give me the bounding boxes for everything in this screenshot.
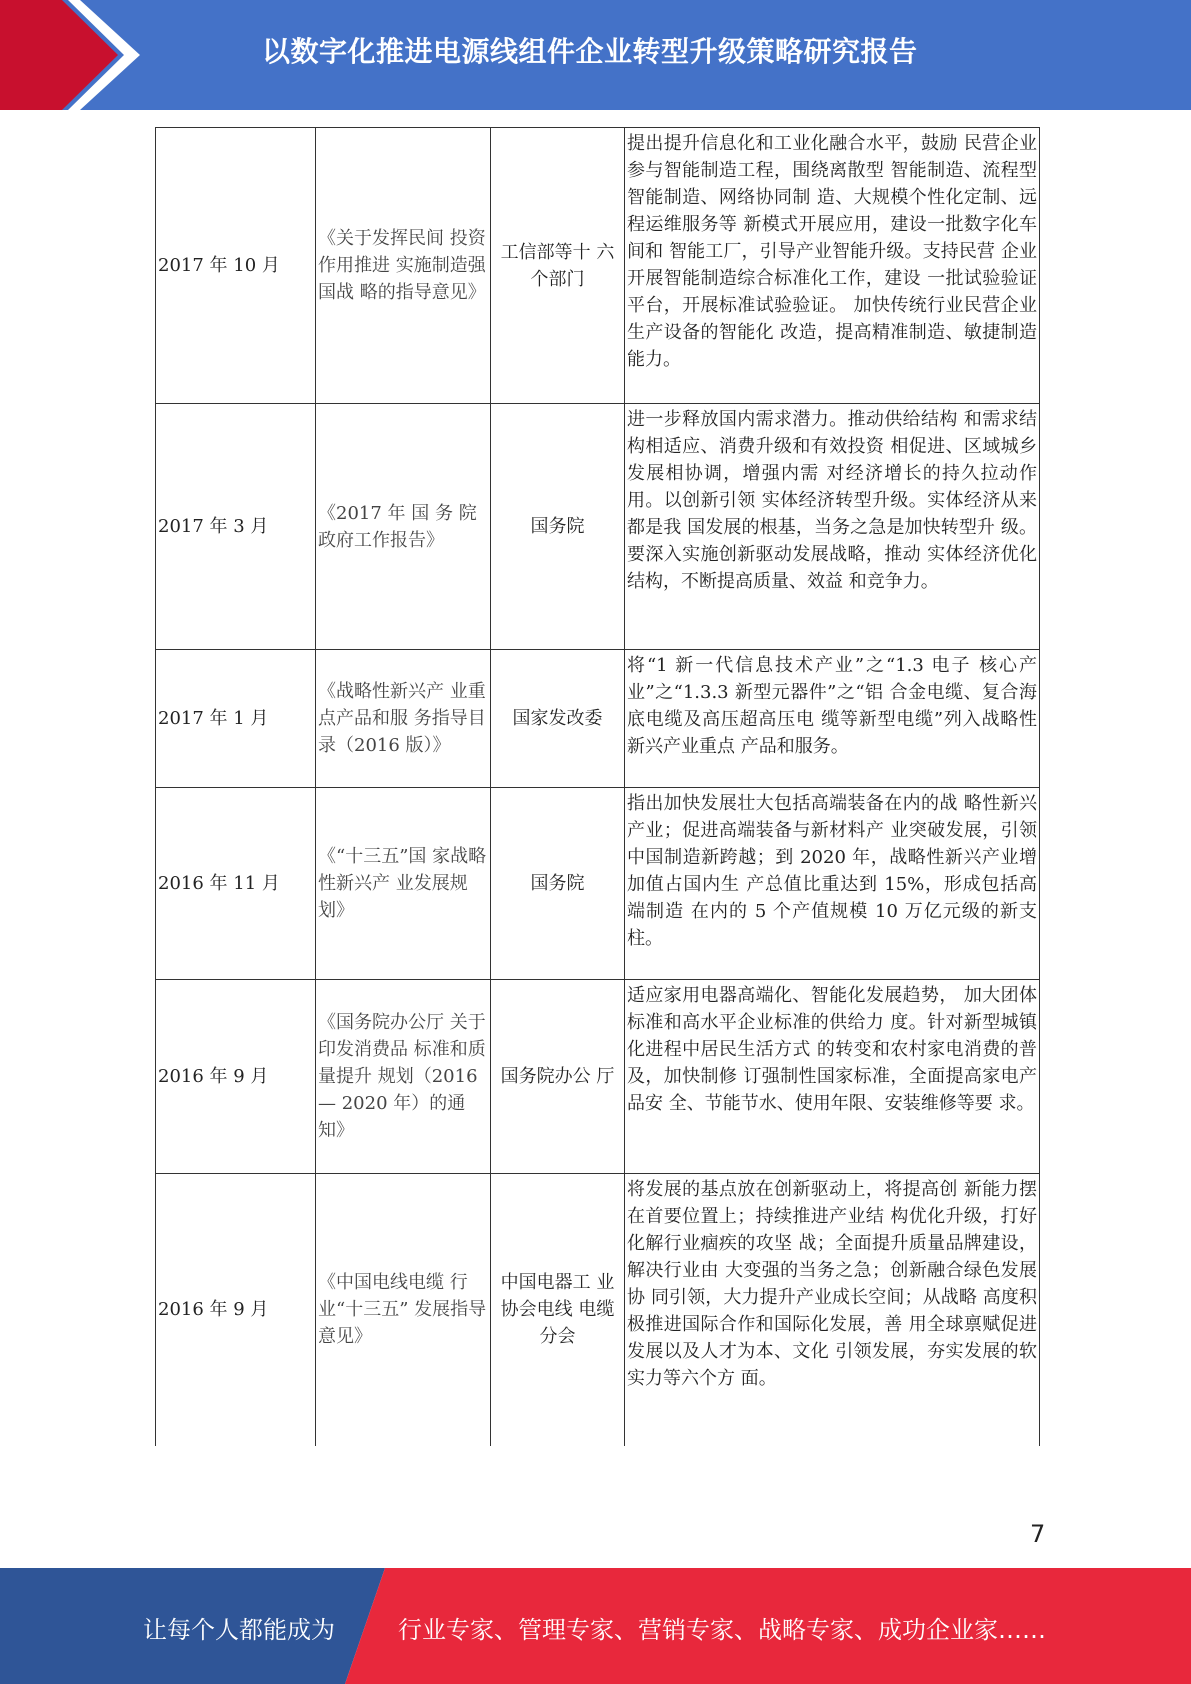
table-row (156, 404, 1040, 650)
date-cell: 2016 年 11 月 (156, 788, 316, 980)
page-number: 7 (1030, 1520, 1046, 1548)
department-cell: 中国电器工 业协会电线 电缆分会 (491, 1174, 625, 1446)
page-footer (0, 1568, 1191, 1684)
department-cell: 国务院 (491, 404, 625, 650)
content-cell: 提出提升信息化和工业化融合水平，鼓励 民营企业参与智能制造工程，围绕离散型 智能制造、流程型智能制造、网络协同制 造、大规模个性化定制、远程运维服务等 新模式开展应用，建设一批数字化车间和 智能工厂，引导产业智能升级。支持民营 企业开展智能制造综合标准化工作，建设 一批试验验证平台，开展标准试验验证。 加快传统行业民营企业生产设备的智能化 改造，提高精准制造、敏捷制造能力。 (625, 128, 1040, 404)
department-cell: 工信部等十 六个部门 (491, 128, 625, 404)
table-row (156, 128, 1040, 404)
department-cell: 国务院办公 厅 (491, 980, 625, 1174)
department-cell: 国务院 (491, 788, 625, 980)
content-cell: 进一步释放国内需求潜力。推动供给结构 和需求结构相适应、消费升级和有效投资 相促进、区域城乡发展相协调，增强内需 对经济增长的持久拉动作用。以创新引领 实体经济转型升级。实体经济从来都是我 国发展的根基，当务之急是加快转型升 级。要深入实施创新驱动发展战略，推动 实体经济优化结构，不断提高质量、效益 和竞争力。 (625, 404, 1040, 650)
department-cell: 国家发改委 (491, 650, 625, 788)
date-cell: 2016 年 9 月 (156, 980, 316, 1174)
document-cell: 《2017 年 国 务 院政府工作报告》 (316, 404, 491, 650)
date-cell: 2016 年 9 月 (156, 1174, 316, 1446)
header-arrow-decoration (0, 0, 150, 110)
table-row (156, 1174, 1040, 1446)
document-cell: 《关于发挥民间 投资作用推进 实施制造强国战 略的指导意见》 (316, 128, 491, 404)
report-title: 以数字化推进电源线组件企业转型升级策略研究报告 (262, 35, 918, 68)
content-cell: 指出加快发展壮大包括高端装备在内的战 略性新兴产业；促进高端装备与新材料产 业突破发展，引领中国制造新跨越；到 2020 年，战略性新兴产业增加值占国内生 产总值比重达到 15%，形成包括高端制造 在内的 5 个产值规模 10 万亿元级的新支 柱。 (625, 788, 1040, 980)
footer-slogan-left: 让每个人都能成为 (143, 1616, 335, 1644)
document-cell: 《战略性新兴产 业重点产品和服 务指导目录（2016 版）》 (316, 650, 491, 788)
table-row (156, 788, 1040, 980)
content-cell: 适应家用电器高端化、智能化发展趋势， 加大团体标准和高水平企业标准的供给力 度。针对新型城镇化进程中居民生活方式 的转变和农村家电消费的普及，加快制修 订强制性国家标准，全面提高家电产品安 全、节能节水、使用年限、安装维修等要 求。 (625, 980, 1040, 1174)
content-cell: 将“1 新一代信息技术产业”之“1.3 电子 核心产业”之“1.3.3 新型元器件”之“铝 合金电缆、复合海底电缆及高压超高压电 缆等新型电缆”列入战略性新兴产业重点 产品和服务。 (625, 650, 1040, 788)
document-cell: 《“十三五”国 家战略性新兴产 业发展规划》 (316, 788, 491, 980)
content-cell: 将发展的基点放在创新驱动上，将提高创 新能力摆在首要位置上；持续推进产业结 构优化升级，打好化解行业痼疾的攻坚 战；全面提升质量品牌建设，解决行业由 大变强的当务之急；创新融合绿色发展协 同引领，大力提升产业成长空间；从战略 高度积极推进国际合作和国际化发展，善 用全球禀赋促进发展以及人才为本、文化 引领发展，夯实发展的软实力等六个方 面。 (625, 1174, 1040, 1446)
document-cell: 《国务院办公厅 关于印发消费品 标准和质量提升 规划（2016— 2020 年）的通 知》 (316, 980, 491, 1174)
page-header (0, 0, 1191, 110)
date-cell: 2017 年 1 月 (156, 650, 316, 788)
date-cell: 2017 年 10 月 (156, 128, 316, 404)
table-row (156, 980, 1040, 1174)
policy-table (155, 127, 1040, 1446)
footer-slogan-right: 行业专家、管理专家、营销专家、战略专家、成功企业家…… (398, 1616, 1046, 1644)
table-row (156, 650, 1040, 788)
date-cell: 2017 年 3 月 (156, 404, 316, 650)
document-cell: 《中国电线电缆 行业“十三五” 发展指导意见》 (316, 1174, 491, 1446)
